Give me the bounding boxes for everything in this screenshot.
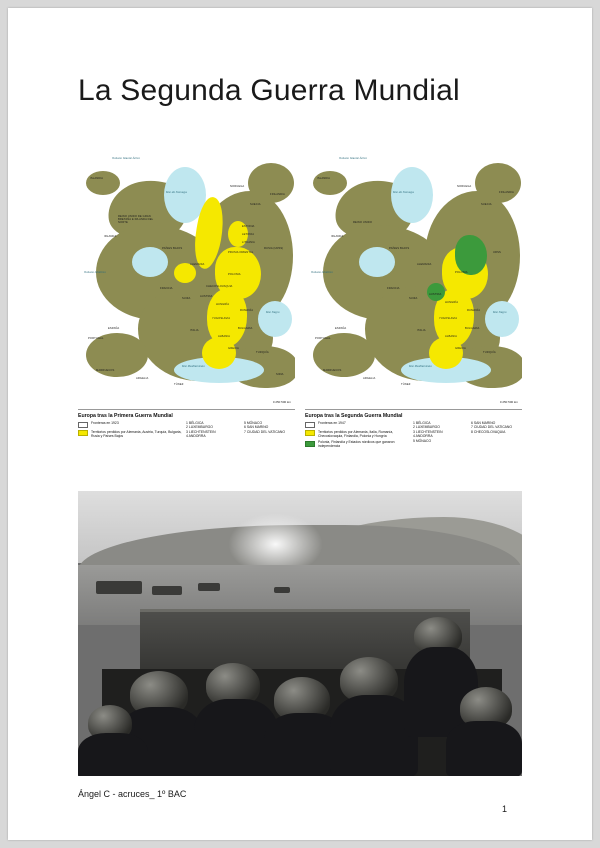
legend-swatch-frontier — [78, 422, 88, 428]
numbered-item: 8 CHECOSLOVAQUIA — [471, 429, 506, 434]
map-2-country-22: TURQUÍA — [483, 351, 496, 354]
photo-soldier-body — [78, 733, 148, 776]
numbered-item: 7 CIUDAD DEL VATICANO — [244, 429, 286, 434]
maps-figure — [78, 151, 522, 473]
legend-label: Territorios perdidos por Alemania, Austria, Turquía, Bulgaria, Rusia y Países Bajos — [91, 429, 182, 438]
map-1-country-8: REINO UNIDO DE GRAN BRETAÑA E IRLANDA DEL NORTE — [118, 215, 154, 225]
photo-landing-craft — [152, 586, 182, 595]
map-1-country-25: ESPAÑA — [108, 327, 120, 330]
map-1-country-7: PRUSIA ORIENTAL — [228, 251, 254, 254]
landmass-iceland — [86, 171, 120, 195]
map-2-country-13: HUNGRÍA — [445, 301, 459, 304]
map-europe-after-ww1 — [78, 151, 295, 473]
independent-state-area-2 — [427, 283, 445, 301]
numbered-item: 5 MÓNACO — [413, 438, 432, 443]
map-1-country-3: FINLANDIA — [270, 193, 285, 196]
map-1-country-14: FRANCIA — [160, 287, 173, 290]
map-2-country-1: NORUEGA — [457, 185, 472, 188]
map-1-numbered-legend — [186, 421, 295, 439]
footer-author: Ángel C - acruces_ 1º BAC — [78, 789, 187, 799]
map-1-country-19: RUMANÍA — [240, 309, 254, 312]
legend-swatch-green — [305, 441, 315, 447]
map-1-country-27: TURQUÍA — [256, 351, 269, 354]
map-2-country-7: ALEMANIA — [417, 263, 432, 266]
legend-swatch-yellow — [78, 430, 88, 436]
map-1-country-9: IRLANDA — [104, 235, 117, 238]
map-1-country-13: RUSIA (URSS) — [264, 247, 284, 250]
map-2-country-15: YUGOSLAVIA — [439, 317, 458, 320]
map-2-country-4: IRLANDA — [331, 235, 344, 238]
map-2-country-14: RUMANÍA — [467, 309, 481, 312]
map-2-numbered-legend — [413, 421, 522, 443]
numbered-item: 5 MÓNACO — [244, 421, 263, 425]
map-1-country-6: LITUANIA — [242, 241, 255, 244]
map-2-country-21: PORTUGAL — [315, 337, 331, 340]
photo-landing-craft — [198, 583, 220, 591]
map-2-sea-label-5: Mar Negro — [493, 311, 507, 314]
numbered-item: 6 SAN MARINO — [471, 421, 496, 425]
map-1-sea-label-5: Mar Negro — [266, 311, 280, 314]
map-1-country-5: LETONIA — [242, 233, 255, 236]
sea-channel — [359, 247, 395, 277]
map-1-legend — [78, 421, 182, 440]
sea-north — [391, 167, 433, 223]
map-2-country-25: TÚNEZ — [401, 383, 411, 386]
map-1-sea-label-0: Océano Glacial Ártico — [112, 157, 141, 160]
map-1-sea-label-1: Mar de Noruega — [166, 191, 187, 194]
map-1-country-28: MARRUECOS — [96, 369, 115, 372]
map-2-scalebar: 0 250 500 km — [499, 400, 518, 404]
map-2-country-9: URSS — [493, 251, 501, 254]
numbered-item: 3 LIECHTENSTEIN — [186, 429, 216, 434]
numbered-item: 7 CIUDAD DEL VATICANO — [471, 425, 513, 430]
sea-black — [485, 301, 519, 337]
legend-label: Fronteras en 1923 — [91, 421, 119, 425]
legend-item — [305, 421, 409, 428]
map-2-sea-label-0: Océano Glacial Ártico — [339, 157, 368, 160]
map-2-country-18: GRECIA — [455, 347, 466, 350]
map-1-sea-label-6: Mar Mediterráneo — [182, 365, 205, 368]
map-1-country-12: POLONIA — [228, 273, 241, 276]
map-2-country-24: ARGELIA — [363, 377, 376, 380]
numbered-item: 4 ANDORRA — [186, 434, 206, 439]
photo-landing-craft — [96, 581, 142, 594]
map-1-country-17: HUNGRÍA — [216, 303, 230, 306]
map-1-caption: Europa tras la Primera Guerra Mundial — [78, 409, 295, 419]
legend-item — [305, 430, 409, 439]
map-2-country-10: FRANCIA — [387, 287, 400, 290]
lost-territory-area-4 — [202, 337, 236, 369]
page-number: 1 — [502, 804, 508, 814]
map-1-country-0: ISLANDIA — [90, 177, 104, 180]
sea-channel — [132, 247, 168, 277]
map-1-country-29: ARGELIA — [136, 377, 149, 380]
map-1-country-1: NORUEGA — [230, 185, 245, 188]
map-2-country-16: BULGARIA — [465, 327, 480, 330]
map-1-country-15: SUIZA — [182, 297, 191, 300]
legend-label: Territorios perdidos por Alemania, Italia, Rumanía, Checoslovaquia, Finlandia, Polonia y Hungría — [318, 429, 394, 438]
normandy-landing-photo — [78, 491, 522, 776]
numbered-item: 2 LUXEMBURGO — [413, 425, 440, 430]
numbered-item: 1 BÉLGICA — [186, 421, 204, 425]
map-2-country-12: AUSTRIA — [429, 293, 442, 296]
map-1-sea-label-2: Océano Atlántico — [84, 271, 106, 274]
map-2-country-3: FINLANDIA — [499, 191, 514, 194]
map-1-scalebar: 0 250 500 km — [272, 400, 291, 404]
map-2-legend — [305, 421, 409, 451]
numbered-item: 1 BÉLGICA — [413, 421, 431, 425]
photo-soldier-body — [446, 721, 522, 776]
landmass-iceland — [313, 171, 347, 195]
map-1-country-11: ALEMANIA — [190, 263, 205, 266]
map-2-country-6: PAÍSES BAJOS — [389, 247, 410, 250]
map-1-country-21: BULGARIA — [238, 327, 253, 330]
legend-label: Fronteras en 1947 — [318, 421, 346, 425]
independent-state-area-1 — [455, 235, 487, 275]
map-2-sea-label-1: Mar de Noruega — [393, 191, 414, 194]
map-1-country-18: CHECOSLOVAQUIA — [206, 285, 233, 288]
legend-item — [305, 440, 409, 449]
map-2-country-11: SUIZA — [409, 297, 418, 300]
map-1-country-20: YUGOSLAVIA — [212, 317, 231, 320]
map-2-country-2: SUECIA — [481, 203, 492, 206]
map-2-country-17: ALBANIA — [445, 335, 458, 338]
map-2-caption: Europa tras la Segunda Guerra Mundial — [305, 409, 522, 419]
map-2-body — [305, 151, 522, 406]
map-2-country-23: MARRUECOS — [323, 369, 342, 372]
legend-swatch-frontier — [305, 422, 315, 428]
map-2-country-0: ISLANDIA — [317, 177, 331, 180]
numbered-item: 6 SAN MARINO — [244, 425, 269, 430]
map-1-country-26: PORTUGAL — [88, 337, 104, 340]
map-2-sea-label-2: Océano Atlántico — [311, 271, 333, 274]
legend-swatch-yellow — [305, 430, 315, 436]
sea-black — [258, 301, 292, 337]
legend-label: Polonia, Finlandia y Estados nórdicos que ganaron independencia — [318, 440, 395, 449]
map-2-sea-label-6: Mar Mediterráneo — [409, 365, 432, 368]
map-1-country-24: ITALIA — [190, 329, 199, 332]
map-2-country-5: REINO UNIDO — [353, 221, 373, 224]
photo-landing-craft — [274, 587, 290, 593]
map-2-country-19: ITALIA — [417, 329, 426, 332]
map-1-country-31: SIRIA — [276, 373, 284, 376]
photo-smoke — [228, 513, 323, 565]
map-1-country-4: ESTONIA — [242, 225, 255, 228]
map-1-country-22: ALBANIA — [218, 335, 231, 338]
map-1-country-10: PAÍSES BAJOS — [162, 247, 183, 250]
map-1-country-23: GRECIA — [228, 347, 239, 350]
document-page — [8, 8, 592, 840]
map-1-country-2: SUECIA — [250, 203, 261, 206]
map-1-country-16: AUSTRIA — [200, 295, 213, 298]
map-1-body — [78, 151, 295, 406]
map-2-country-8: POLONIA — [455, 271, 468, 274]
legend-item — [78, 421, 182, 428]
map-2-country-20: ESPAÑA — [335, 327, 347, 330]
numbered-item: 3 LIECHTENSTEIN — [413, 429, 443, 434]
map-1-country-30: TÚNEZ — [174, 383, 184, 386]
page-title: La Segunda Guerra Mundial — [78, 74, 460, 107]
map-europe-after-ww2 — [305, 151, 522, 473]
numbered-item: 4 ANDORRA — [413, 434, 433, 439]
lost-territory-area-3 — [429, 337, 463, 369]
legend-item — [78, 430, 182, 439]
numbered-item: 2 LUXEMBURGO — [186, 425, 213, 430]
